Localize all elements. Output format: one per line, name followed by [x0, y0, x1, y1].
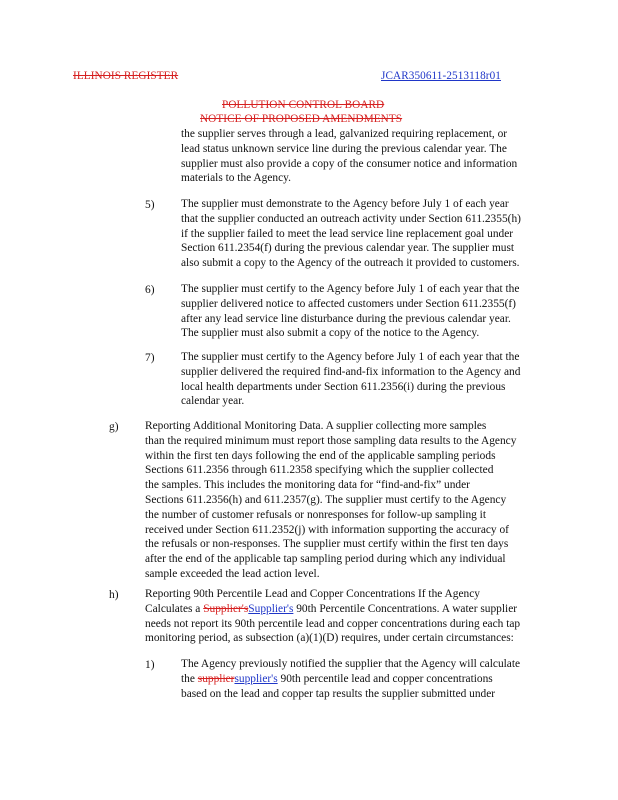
inserted-text: supplier's	[234, 672, 278, 685]
section-h-letter: h)	[109, 589, 119, 601]
board-title: POLLUTION CONTROL BOARD	[222, 99, 385, 111]
text-line: materials to the Agency.	[181, 172, 291, 185]
text-line: Reporting 90th Percentile Lead and Copper Concentrations If the Agency	[145, 588, 480, 600]
text-line: lead status unknown service line during the previous calendar year. The	[181, 142, 507, 155]
register-header: ILLINOIS REGISTER	[73, 70, 179, 82]
text-line: The supplier must demonstrate to the Agency before July 1 of each year	[181, 198, 509, 210]
section-g-letter: g)	[109, 421, 119, 433]
text-line: based on the lead and copper tap results the supplier submitted under	[181, 687, 496, 700]
item-6-number: 6)	[145, 284, 155, 296]
text-line-with-revision	[145, 602, 520, 617]
text-fragment: the	[181, 672, 198, 685]
text-line: needs not report its 90th percentile lead and copper concentrations during each tap	[145, 617, 521, 630]
section-h-paragraph	[145, 587, 520, 646]
text-line: within the first ten days following the end of the applicable sampling periods	[145, 449, 496, 462]
text-line: The supplier must also submit a copy of the notice to the Agency.	[181, 327, 480, 340]
text-fragment: Calculates a	[145, 602, 204, 615]
text-line: supplier delivered notice to affected customers under Section 611.2355(f)	[181, 297, 516, 310]
item-6-paragraph	[181, 282, 519, 341]
deleted-text: Supplier's	[203, 602, 249, 615]
sub-1-number: 1)	[145, 659, 155, 671]
section-g-paragraph	[145, 419, 516, 582]
text-line: also submit a copy to the Agency of the outreach it provided to customers.	[181, 257, 520, 270]
text-line: the refusals or non-responses. The supplier must certify within the first ten days	[145, 538, 509, 551]
text-line: Section 611.2354(f) during the previous calendar year. The supplier must	[181, 242, 515, 255]
text-fragment: 90th percentile lead and copper concentrations	[277, 672, 493, 685]
text-line: that the supplier conducted an outreach activity under Section 611.2355(h)	[181, 212, 521, 225]
notice-title: NOTICE OF PROPOSED AMENDMENTS	[200, 113, 403, 125]
text-line: than the required minimum must report those sampling data results to the Agency	[145, 434, 517, 447]
jcar-reference: JCAR350611-2513118r01	[381, 70, 501, 82]
text-line: Sections 611.2356 through 611.2358 specifying which the supplier collected	[145, 464, 494, 477]
text-line: The Agency previously notified the supplier that the Agency will calculate	[181, 658, 521, 670]
text-line: Sections 611.2356(h) and 611.2357(g). The supplier must certify to the Agency	[145, 493, 507, 506]
text-line: if the supplier failed to meet the lead service line replacement goal under	[181, 227, 514, 240]
item-5-paragraph	[181, 197, 521, 271]
item-5-number: 5)	[145, 199, 155, 211]
intro-paragraph	[181, 127, 517, 186]
text-line: received under Section 611.2352(j) with information supporting the accuracy of	[145, 523, 509, 536]
text-line: monitoring period, as subsection (a)(1)(D) requires, under certain circumstances:	[145, 632, 514, 645]
text-line: calendar year.	[181, 395, 245, 408]
deleted-text: supplier	[197, 672, 235, 685]
text-line: The supplier must certify to the Agency before July 1 of each year that the	[181, 283, 520, 295]
sub-1-paragraph	[181, 657, 520, 701]
text-line: after any lead service line disturbance during the previous calendar year.	[181, 312, 511, 325]
text-fragment: 90th Percentile Concentrations. A water supplier	[293, 602, 518, 615]
text-line: supplier delivered the required find-and-fix information to the Agency and	[181, 365, 521, 378]
text-line: sample exceeded the lead action level.	[145, 567, 320, 580]
text-line: the samples. This includes the monitoring data for “find-and-fix” under	[145, 479, 470, 492]
text-line: the supplier serves through a lead, galvanized requiring replacement, or	[181, 128, 508, 140]
text-line: The supplier must certify to the Agency before July 1 of each year that the	[181, 351, 520, 363]
item-7-number: 7)	[145, 352, 155, 364]
text-line: after the end of the applicable tap sampling period during which any individual	[145, 553, 506, 566]
text-line: the number of customer refusals or nonresponses for follow-up sampling it	[145, 508, 487, 521]
text-line: Reporting Additional Monitoring Data. A supplier collecting more samples	[145, 420, 487, 432]
text-line: supplier must also provide a copy of the consumer notice and information	[181, 157, 518, 170]
item-7-paragraph	[181, 350, 520, 409]
text-line: local health departments under Section 611.2356(i) during the previous	[181, 380, 506, 393]
text-line-with-revision	[181, 672, 520, 687]
inserted-text: Supplier's	[248, 602, 294, 615]
